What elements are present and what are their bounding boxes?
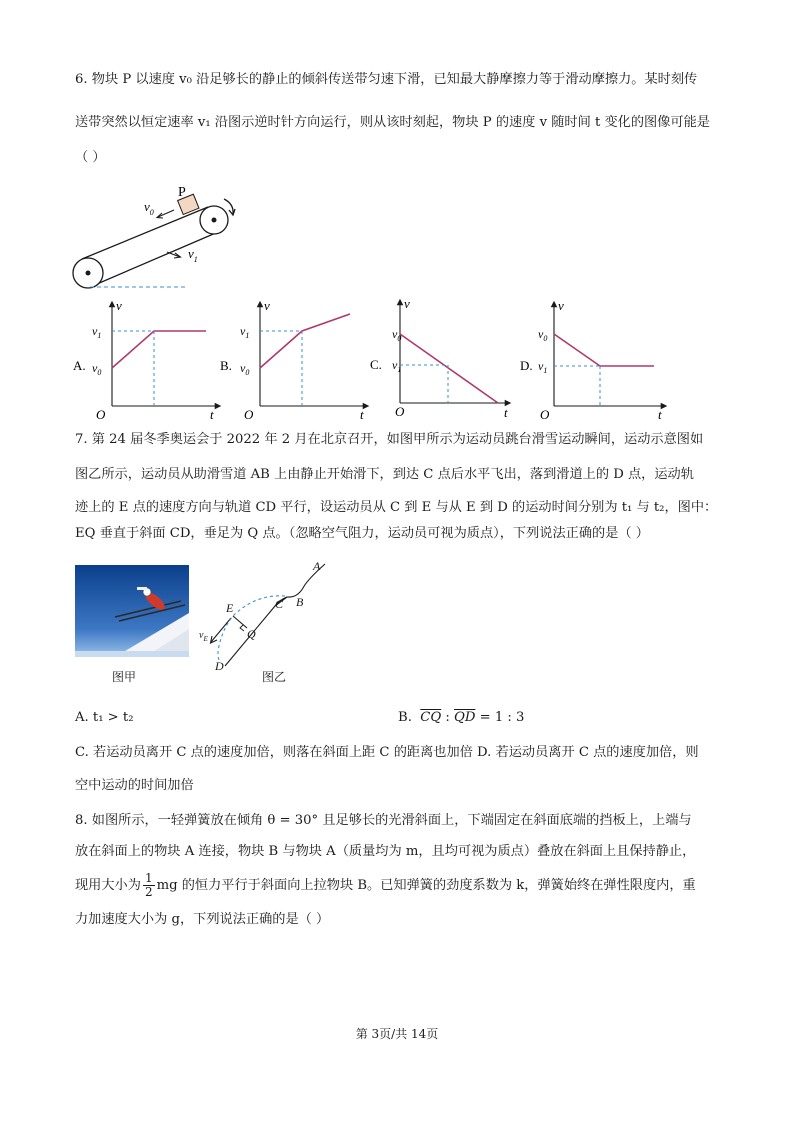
svg-text:v0: $v_0$ <box>538 327 548 343</box>
label-a: A <box>313 560 321 573</box>
q7-text-line1: 7. 第 24 届冬季奥运会于 2022 年 2 月在北京召开，如图甲所示为运动员跳台滑雪运动瞬间，运动示意图如 <box>75 432 704 447</box>
caption-figure-a: 图甲 <box>112 670 137 684</box>
svg-text:O: O <box>244 407 254 422</box>
svg-text:v0: $v_0$ <box>92 361 102 377</box>
q6-text-line2: 送带突然以恒定速率 v₁ 沿图示逆时针方向运行，则从该时刻起，物块 P 的速度 v 随时间 t 变化的图像可能是 <box>75 115 710 130</box>
label-q: Q <box>247 627 256 641</box>
label-e: E <box>226 601 234 615</box>
svg-text:O: O <box>395 404 405 419</box>
svg-text:vE: $v_E$ <box>199 630 208 643</box>
caption-figure-b: 图乙 <box>262 670 287 684</box>
svg-text:O: O <box>540 407 550 422</box>
vt-graphs <box>70 298 750 423</box>
svg-text:t: t <box>210 407 214 422</box>
q8-text-line2: 放在斜面上的物块 A 连接，物块 B 与物块 A（质量均为 m，且均可视为质点）叠放在斜面上且保持静止， <box>75 844 696 859</box>
q7-text-line2: 图乙所示，运动员从助滑雪道 AB 上由静止开始滑下，到达 C 点后水平飞出，落到滑道上的 D 点，运动轨 <box>75 467 694 482</box>
q7-option-d-cont: 空中运动的时间加倍 <box>75 778 194 793</box>
graph-c <box>392 298 508 420</box>
option-d-label: D. <box>520 358 533 373</box>
svg-text:v: v <box>264 298 270 313</box>
svg-text:O: O <box>96 407 106 422</box>
label-b: B <box>296 595 304 609</box>
svg-text:t: t <box>658 407 662 422</box>
svg-text:v1: $v_1$ <box>538 359 548 375</box>
q6-text-line1: 6. 物块 P 以速度 v₀ 沿足够长的静止的倾斜传送带匀速下滑，已知最大静摩擦力等于滑动摩擦力。某时刻传 <box>75 72 698 87</box>
v1-label: $v_1$ <box>188 246 198 264</box>
svg-text:v0: $v_0$ <box>392 327 402 343</box>
q8-text-line3: 现用大小为 $\frac{1}{2}$ mg 的恒力平行于斜面向上拉物块 B。已知弹簧的劲度系数为 k，弹簧始终在弹性限度内，重 <box>75 871 696 899</box>
conveyor-belt-diagram <box>68 180 248 292</box>
label-d: D <box>215 659 224 672</box>
q7-text-line4: EQ 垂直于斜面 CD，垂足为 Q 点。（忽略空气阻力，运动员可视为质点），下列说法正确的是（ ） <box>75 526 649 541</box>
svg-text:v1: $v_1$ <box>392 358 402 374</box>
option-b-label: B. <box>220 358 232 373</box>
graph-b <box>240 298 366 422</box>
q7-option-b: B. $\overline{CQ}$ : $\overline{QD} = 1$ : 3 <box>398 710 525 725</box>
svg-text:t: t <box>504 405 508 420</box>
svg-text:v: v <box>558 298 564 313</box>
svg-text:v: v <box>404 298 410 311</box>
page-footer: 第 3页/共 14页 <box>355 1027 439 1041</box>
svg-text:v0: $v_0$ <box>240 361 250 377</box>
block-p-label: P <box>178 185 186 200</box>
svg-text:t: t <box>360 407 364 422</box>
q7-text-line3: 迹上的 E 点的速度方向与轨道 CD 平行，设运动员从 C 到 E 与从 E 到 D 的运动时间分别为 t₁ 与 t₂，图中： <box>75 500 718 515</box>
q7-option-c: C. 若运动员离开 C 点的速度加倍，则落在斜面上距 C 的距离也加倍 D. 若运动员离开 C 点的速度加倍，则 <box>75 745 699 760</box>
fraction-one-half: $\frac{1}{2}$ <box>144 871 153 899</box>
option-c-label: C. <box>370 357 382 372</box>
q6-blank: （ ） <box>75 150 106 165</box>
ski-jump-photo <box>75 565 189 657</box>
v0-label: $v_0$ <box>144 199 154 217</box>
option-a-label: A. <box>73 358 86 373</box>
graph-a <box>92 298 218 422</box>
graph-d <box>538 298 664 422</box>
label-c: C <box>275 597 284 611</box>
q8-text-line4: 力加速度大小为 g，下列说法正确的是（ ） <box>75 912 330 927</box>
q7-option-a: A. t₁ > t₂ <box>75 710 134 725</box>
svg-text:v1: $v_1$ <box>240 324 250 340</box>
svg-text:v1: $v_1$ <box>92 324 102 340</box>
ski-jump-diagram <box>195 560 335 672</box>
svg-text:v: v <box>116 298 122 313</box>
q8-text-line1: 8. 如图所示，一轻弹簧放在倾角 θ = 30° 且足够长的光滑斜面上，下端固定在斜面底端的挡板上，上端与 <box>75 813 692 828</box>
